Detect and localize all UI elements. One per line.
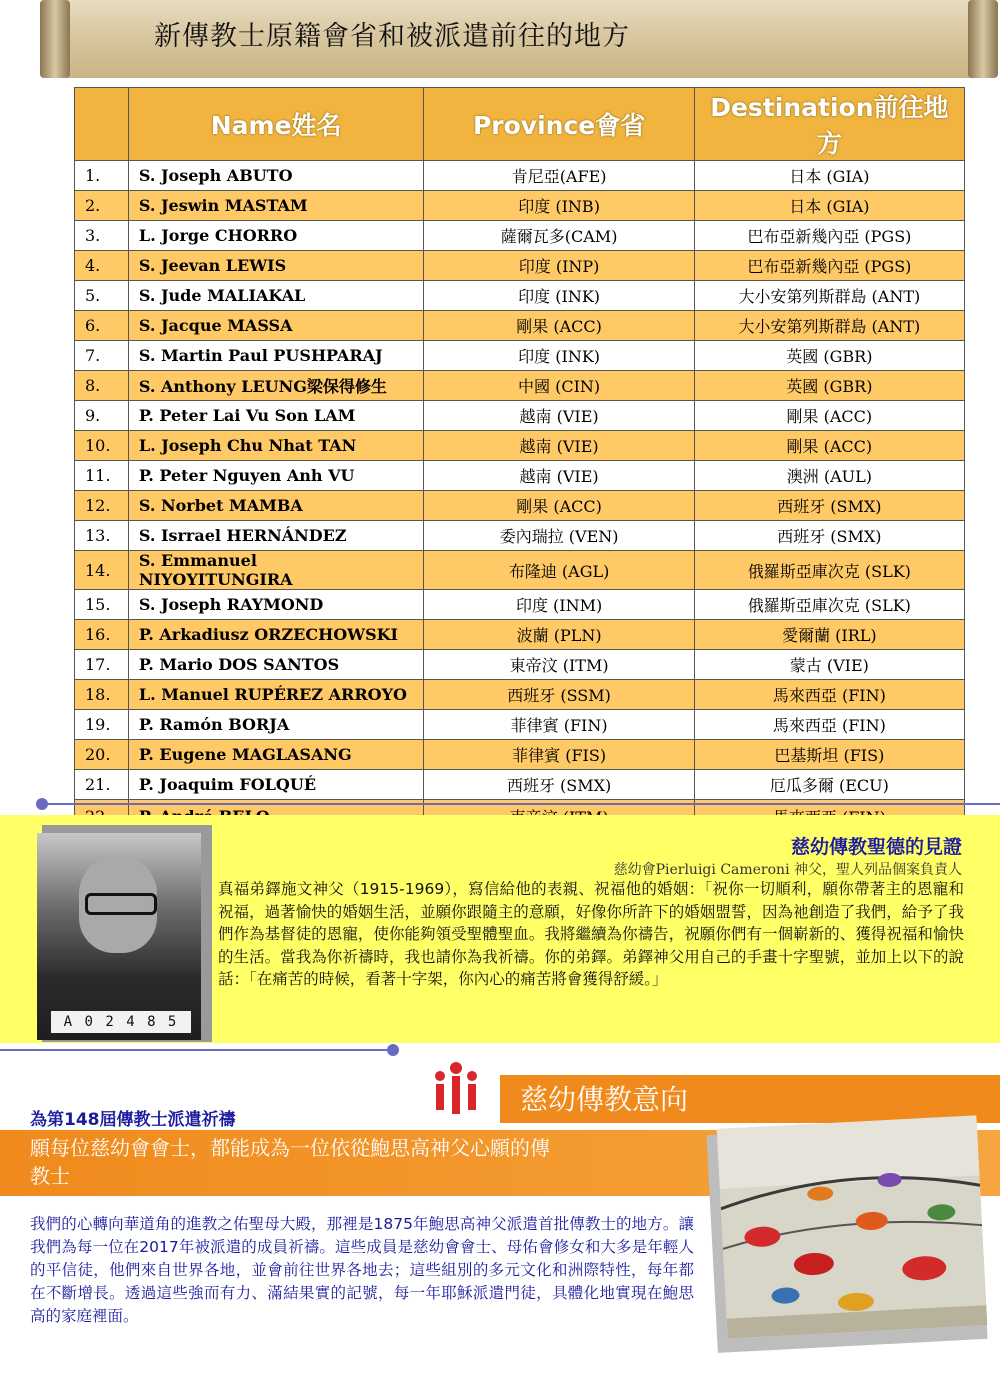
table-row [75, 740, 965, 770]
row-name: P. Arkadiusz ORZECHOWSKI [128, 620, 424, 650]
row-province: 西班牙 (SMX) [424, 770, 694, 800]
row-province: 布隆迪 (AGL) [424, 551, 694, 590]
table-row [75, 680, 965, 710]
row-province: 東帝汶 (ITM) [424, 650, 694, 680]
table-row [75, 461, 965, 491]
header-province: Province會省 [424, 88, 694, 161]
table-row [75, 590, 965, 620]
row-province: 印度 (INK) [424, 281, 694, 311]
row-destination: 俄羅斯亞庫次克 (SLK) [694, 551, 964, 590]
row-destination: 愛爾蘭 (IRL) [694, 620, 964, 650]
row-province: 印度 (INP) [424, 251, 694, 281]
testimony-body: 真福弟鐸施文神父（1915-1969），寫信給他的表親、祝福他的婚姻：「祝你一切順利，願你帶著主的恩寵和祝福，過著愉快的婚姻生活，並願你跟隨主的意願，好像你所許下的婚姻盟誓，因為祂創造了我們，給予了我們作為基督徒的恩寵，使你能夠領受聖體聖血。我將繼續為你禱告，祝願你們有一個嶄新的、獲得祝福和愉快的生活。當我為你祈禱時，我也請你為我祈禱。你的弟鐸。弟鐸神父用自己的手畫十字聖號，並加上以下的說話：「在痛苦的時候，看著十字架，你內心的痛苦將會獲得舒緩。」 [218, 880, 964, 988]
prisoner-number-tag: A 0 2 4 8 5 [51, 1011, 191, 1033]
row-number: 13. [75, 521, 129, 551]
row-destination: 英國 (GBR) [694, 371, 964, 401]
row-name: S. Jacque MASSA [128, 311, 424, 341]
table-row [75, 551, 965, 590]
row-destination: 馬來西亞 (FIN) [694, 680, 964, 710]
separator-dot-2 [387, 1044, 399, 1056]
table-row [75, 191, 965, 221]
separator-dot [36, 798, 48, 810]
row-name: P. Peter Lai Vu Son LAM [128, 401, 424, 431]
row-destination: 巴布亞新幾內亞 (PGS) [694, 221, 964, 251]
separator-line [40, 803, 1000, 805]
row-destination: 巴基斯坦 (FIS) [694, 740, 964, 770]
testimony-author: 慈幼會Pierluigi Cameroni 神父，聖人列品個案負責人 [613, 862, 962, 878]
row-name: P. Eugene MAGLASANG [128, 740, 424, 770]
mosaic-artwork [717, 1115, 988, 1338]
row-number: 8. [75, 371, 129, 401]
portrait-glasses [85, 893, 157, 915]
row-number: 3. [75, 221, 129, 251]
row-destination: 英國 (GBR) [694, 341, 964, 371]
row-province: 剛果 (ACC) [424, 311, 694, 341]
row-number: 20. [75, 740, 129, 770]
row-name: L. Joseph Chu Nhat TAN [128, 431, 424, 461]
row-number: 9. [75, 401, 129, 431]
row-destination: 剛果 (ACC) [694, 431, 964, 461]
row-number: 18. [75, 680, 129, 710]
row-province: 越南 (VIE) [424, 401, 694, 431]
row-name: S. Norbet MAMBA [128, 491, 424, 521]
row-province: 印度 (INB) [424, 191, 694, 221]
row-destination: 西班牙 (SMX) [694, 491, 964, 521]
header-name: Name姓名 [128, 88, 424, 161]
row-name: S. Emmanuel NIYOYITUNGIRA [128, 551, 424, 590]
row-destination: 剛果 (ACC) [694, 401, 964, 431]
row-number: 16. [75, 620, 129, 650]
row-destination: 巴布亞新幾內亞 (PGS) [694, 251, 964, 281]
row-province: 印度 (INM) [424, 590, 694, 620]
header-destination: Destination前往地方 [694, 88, 964, 161]
row-number: 7. [75, 341, 129, 371]
row-number: 10. [75, 431, 129, 461]
missionary-table [74, 87, 965, 834]
row-number: 21. [75, 770, 129, 800]
row-destination: 澳洲 (AUL) [694, 461, 964, 491]
table-row [75, 371, 965, 401]
row-number: 19. [75, 710, 129, 740]
row-province: 菲律賓 (FIS) [424, 740, 694, 770]
row-number: 6. [75, 311, 129, 341]
intention-text: 願每位慈幼會會士，都能成為一位依從鮑思高神父心願的傳教士 [30, 1136, 550, 1188]
row-province: 剛果 (ACC) [424, 491, 694, 521]
row-name: P. Mario DOS SANTOS [128, 650, 424, 680]
page-title: 新傳教士原籍會省和被派遣前往的地方 [154, 21, 630, 52]
table-body [75, 161, 965, 834]
row-name: L. Jorge CHORRO [128, 221, 424, 251]
table-header-row [75, 88, 965, 161]
mission-title: 慈幼傳教意向 [520, 1083, 689, 1116]
row-destination: 蒙古 (VIE) [694, 650, 964, 680]
row-number: 12. [75, 491, 129, 521]
table-row [75, 161, 965, 191]
table-row [75, 311, 965, 341]
row-name: S. Martin Paul PUSHPARAJ [128, 341, 424, 371]
row-province: 薩爾瓦多(CAM) [424, 221, 694, 251]
row-destination: 俄羅斯亞庫次克 (SLK) [694, 590, 964, 620]
row-name: S. Jude MALIAKAL [128, 281, 424, 311]
row-province: 委內瑞拉 (VEN) [424, 521, 694, 551]
row-number: 4. [75, 251, 129, 281]
portrait-photo [37, 833, 201, 1040]
table-row [75, 620, 965, 650]
row-destination: 厄瓜多爾 (ECU) [694, 770, 964, 800]
row-province: 越南 (VIE) [424, 431, 694, 461]
table-row [75, 251, 965, 281]
title-banner [62, 0, 976, 78]
row-destination: 日本 (GIA) [694, 191, 964, 221]
row-name: S. Jeevan LEWIS [128, 251, 424, 281]
row-province: 越南 (VIE) [424, 461, 694, 491]
header-number [75, 88, 129, 161]
row-destination: 日本 (GIA) [694, 161, 964, 191]
table-row [75, 521, 965, 551]
row-number: 15. [75, 590, 129, 620]
row-number: 11. [75, 461, 129, 491]
testimony-title: 慈幼傳教聖德的見證 [790, 836, 962, 858]
row-number: 5. [75, 281, 129, 311]
row-name: S. Jeswin MASTAM [128, 191, 424, 221]
row-province: 西班牙 (SSM) [424, 680, 694, 710]
table-row [75, 281, 965, 311]
row-province: 波蘭 (PLN) [424, 620, 694, 650]
row-province: 肯尼亞(AFE) [424, 161, 694, 191]
row-name: P. Joaquim FOLQUÉ [128, 770, 424, 800]
table-row [75, 401, 965, 431]
salesian-logo-icon [416, 1056, 496, 1126]
table-row [75, 650, 965, 680]
mission-body: 我們的心轉向華道角的進教之佑聖母大殿，那裡是1875年鮑思高神父派遣首批傳教士的地方。讓我們為每一位在2017年被派遣的成員祈禱。這些成員是慈幼會會士、母佑會修女和大多是年輕人的平信徒，他們來自世界各地，並會前往世界各地去；這些組別的多元文化和洲際特性，每年都在不斷增長。透過這些強而有力、滿結果實的記號，每一年耶穌派遣門徒，具體化地實現在鮑思高的家庭裡面。 [30, 1215, 694, 1325]
row-name: P. Ramón BORJA [128, 710, 424, 740]
row-name: S. Anthony LEUNG梁保得修生 [128, 371, 424, 401]
row-destination: 西班牙 (SMX) [694, 521, 964, 551]
row-province: 菲律賓 (FIN) [424, 710, 694, 740]
row-number: 1. [75, 161, 129, 191]
table-row [75, 431, 965, 461]
table-row [75, 491, 965, 521]
separator-line-2 [0, 1049, 393, 1051]
row-name: S. Joseph RAYMOND [128, 590, 424, 620]
row-province: 印度 (INK) [424, 341, 694, 371]
prayer-heading: 為第148屆傳教士派遣祈禱 [30, 1110, 236, 1130]
row-destination: 馬來西亞 (FIN) [694, 710, 964, 740]
row-number: 14. [75, 551, 129, 590]
row-name: L. Manuel RUPÉREZ ARROYO [128, 680, 424, 710]
table-row [75, 341, 965, 371]
row-province: 中國 (CIN) [424, 371, 694, 401]
row-name: S. Joseph ABUTO [128, 161, 424, 191]
table-row [75, 770, 965, 800]
row-destination: 大小安第列斯群島 (ANT) [694, 281, 964, 311]
row-number: 17. [75, 650, 129, 680]
table-row [75, 221, 965, 251]
row-name: P. Peter Nguyen Anh VU [128, 461, 424, 491]
row-number: 2. [75, 191, 129, 221]
row-name: S. Isrrael HERNÁNDEZ [128, 521, 424, 551]
row-destination: 大小安第列斯群島 (ANT) [694, 311, 964, 341]
table-row [75, 710, 965, 740]
